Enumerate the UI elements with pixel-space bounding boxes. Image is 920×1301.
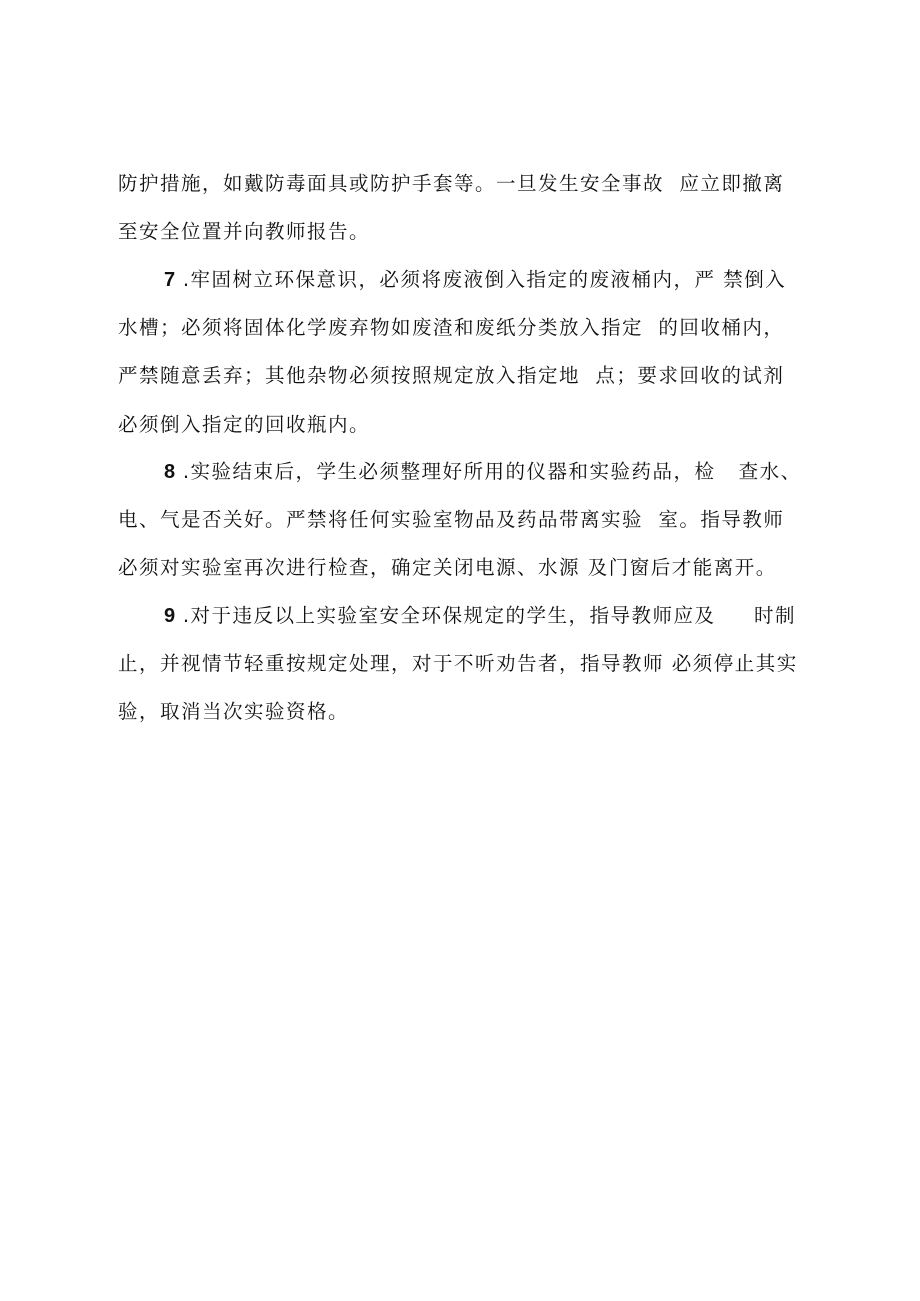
paragraph-item-9: [118, 592, 808, 737]
item-number: 7: [164, 269, 176, 291]
text-line: [118, 256, 808, 304]
item-number: 8: [164, 461, 176, 483]
paragraph-item-8: [118, 448, 808, 593]
text-line: 水槽；必须将固体化学废弃物如废渣和废纸分类放入指定 的回收桶内，: [118, 316, 785, 340]
text-line: 严禁随意丢弃；其他杂物必须按照规定放入指定地 点；要求回收的试剂: [118, 364, 785, 388]
paragraph-item-7: [118, 256, 808, 449]
paragraph-continuation: [118, 160, 808, 256]
text-line: 止，并视情节轻重按规定处理，对于不听劝告者，指导教师 必须停止其实: [118, 652, 798, 676]
text-line: [118, 448, 808, 496]
text-line: 必须对实验室再次进行检查，确定关闭电源、水源 及门窗后才能离开。: [118, 556, 777, 580]
text-line: 验，取消当次实验资格。: [118, 700, 350, 724]
text-fragment: .对于违反以上实验室安全环保规定的学生，指导教师应及 时制: [175, 604, 797, 627]
text-line: 至安全位置并向教师报告。: [118, 220, 371, 244]
item-number: 9: [164, 605, 176, 627]
text-line: 电、气是否关好。严禁将任何实验室物品及药品带离实验 室。指导教师: [118, 508, 785, 532]
text-line: [118, 592, 808, 640]
text-fragment: .牢固树立环保意识，必须将废液倒入指定的废液桶内，严 禁倒入: [175, 268, 787, 291]
text-line: 必须倒入指定的回收瓶内。: [118, 412, 371, 436]
text-fragment: .实验结束后，学生必须整理好所用的仪器和实验药品，检 查水、: [175, 460, 802, 483]
text-line: 防护措施，如戴防毒面具或防护手套等。一旦发生安全事故 应立即撤离: [118, 172, 785, 195]
